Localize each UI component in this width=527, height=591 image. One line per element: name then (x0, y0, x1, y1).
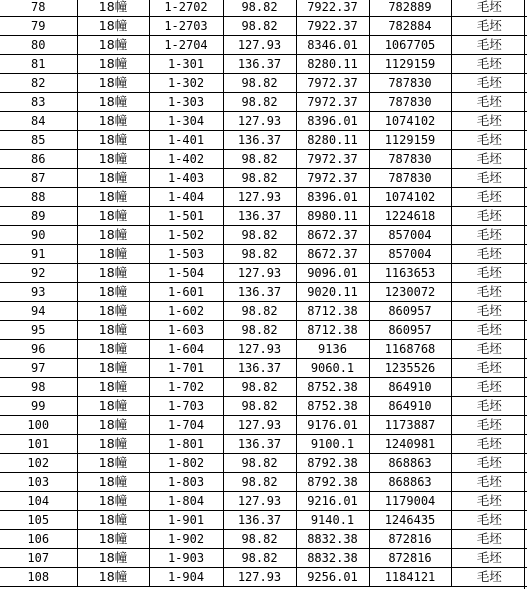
cell-area[interactable]: 127.93 (223, 112, 296, 131)
cell-no[interactable]: 104 (0, 492, 77, 511)
cell-building[interactable]: 18幢 (77, 17, 149, 36)
cell-unit[interactable]: 1-301 (149, 55, 223, 74)
cell-building[interactable]: 18幢 (77, 112, 149, 131)
cell-condition[interactable]: 毛坯 (451, 492, 527, 511)
cell-unit[interactable]: 1-502 (149, 226, 223, 245)
cell-building[interactable]: 18幢 (77, 93, 149, 112)
cell-no[interactable]: 101 (0, 435, 77, 454)
table-row (0, 55, 527, 74)
cell-unit_price[interactable]: 8396.01 (296, 112, 369, 131)
cell-unit_price[interactable]: 9256.01 (296, 568, 369, 587)
table-row (0, 416, 527, 435)
cell-total_price[interactable]: 1074102 (369, 112, 451, 131)
cell-total_price[interactable]: 782889 (369, 0, 451, 17)
table-row (0, 131, 527, 150)
cell-total_price[interactable]: 860957 (369, 302, 451, 321)
cell-unit_price[interactable]: 8672.37 (296, 245, 369, 264)
cell-building[interactable]: 18幢 (77, 207, 149, 226)
cell-area[interactable]: 98.82 (223, 321, 296, 340)
cell-unit_price[interactable]: 8752.38 (296, 397, 369, 416)
cell-area[interactable]: 98.82 (223, 302, 296, 321)
cell-building[interactable]: 18幢 (77, 283, 149, 302)
cell-area[interactable]: 98.82 (223, 74, 296, 93)
cell-no[interactable]: 103 (0, 473, 77, 492)
cell-building[interactable]: 18幢 (77, 55, 149, 74)
cell-condition[interactable]: 毛坯 (451, 264, 527, 283)
cell-no[interactable]: 107 (0, 549, 77, 568)
cell-unit_price[interactable]: 9096.01 (296, 264, 369, 283)
cell-area[interactable]: 136.37 (223, 207, 296, 226)
table-row (0, 530, 527, 549)
sheet-right-border (524, 0, 525, 589)
cell-area[interactable]: 127.93 (223, 492, 296, 511)
cell-total_price[interactable]: 1129159 (369, 131, 451, 150)
table-row (0, 245, 527, 264)
cell-condition[interactable]: 毛坯 (451, 302, 527, 321)
table-row (0, 226, 527, 245)
cell-unit_price[interactable]: 7972.37 (296, 74, 369, 93)
cell-building[interactable]: 18幢 (77, 0, 149, 17)
cell-unit[interactable]: 1-403 (149, 169, 223, 188)
cell-condition[interactable]: 毛坯 (451, 55, 527, 74)
cell-total_price[interactable]: 857004 (369, 226, 451, 245)
cell-condition[interactable]: 毛坯 (451, 530, 527, 549)
cell-area[interactable]: 127.93 (223, 340, 296, 359)
table-row (0, 397, 527, 416)
cell-building[interactable]: 18幢 (77, 264, 149, 283)
cell-unit[interactable]: 1-602 (149, 302, 223, 321)
table-row (0, 340, 527, 359)
cell-unit_price[interactable]: 7972.37 (296, 93, 369, 112)
cell-condition[interactable]: 毛坯 (451, 207, 527, 226)
table-row (0, 74, 527, 93)
cell-unit[interactable]: 1-801 (149, 435, 223, 454)
cell-total_price[interactable]: 1074102 (369, 188, 451, 207)
table-row (0, 321, 527, 340)
table-row (0, 511, 527, 530)
cell-area[interactable]: 98.82 (223, 378, 296, 397)
cell-total_price[interactable]: 1163653 (369, 264, 451, 283)
cell-total_price[interactable]: 1129159 (369, 55, 451, 74)
cell-building[interactable]: 18幢 (77, 492, 149, 511)
cell-area[interactable]: 127.93 (223, 568, 296, 587)
cell-total_price[interactable]: 1240981 (369, 435, 451, 454)
table-row (0, 93, 527, 112)
cell-unit[interactable]: 1-901 (149, 511, 223, 530)
cell-total_price[interactable]: 1230072 (369, 283, 451, 302)
cell-total_price[interactable]: 1246435 (369, 511, 451, 530)
cell-no[interactable]: 79 (0, 17, 77, 36)
cell-condition[interactable]: 毛坯 (451, 188, 527, 207)
cell-unit[interactable]: 1-303 (149, 93, 223, 112)
table-row (0, 359, 527, 378)
cell-building[interactable]: 18幢 (77, 340, 149, 359)
cell-total_price[interactable]: 787830 (369, 169, 451, 188)
cell-no[interactable]: 96 (0, 340, 77, 359)
cell-unit_price[interactable]: 8712.38 (296, 321, 369, 340)
cell-condition[interactable]: 毛坯 (451, 359, 527, 378)
cell-no[interactable]: 83 (0, 93, 77, 112)
cell-unit_price[interactable]: 8396.01 (296, 188, 369, 207)
cell-building[interactable]: 18幢 (77, 435, 149, 454)
cell-building[interactable]: 18幢 (77, 302, 149, 321)
cell-total_price[interactable]: 864910 (369, 378, 451, 397)
cell-unit[interactable]: 1-802 (149, 454, 223, 473)
cell-building[interactable]: 18幢 (77, 454, 149, 473)
cell-no[interactable]: 93 (0, 283, 77, 302)
cell-total_price[interactable]: 1179004 (369, 492, 451, 511)
cell-area[interactable]: 98.82 (223, 169, 296, 188)
table-row (0, 435, 527, 454)
cell-unit[interactable]: 1-2702 (149, 0, 223, 17)
cell-unit_price[interactable]: 9176.01 (296, 416, 369, 435)
cell-condition[interactable]: 毛坯 (451, 321, 527, 340)
cell-unit_price[interactable]: 9100.1 (296, 435, 369, 454)
cell-unit[interactable]: 1-2704 (149, 36, 223, 55)
cell-no[interactable]: 81 (0, 55, 77, 74)
cell-total_price[interactable]: 872816 (369, 530, 451, 549)
cell-building[interactable]: 18幢 (77, 359, 149, 378)
table-row (0, 17, 527, 36)
cell-unit_price[interactable]: 7922.37 (296, 0, 369, 17)
table-row (0, 188, 527, 207)
table-row (0, 454, 527, 473)
cell-no[interactable]: 84 (0, 112, 77, 131)
cell-area[interactable]: 98.82 (223, 245, 296, 264)
cell-building[interactable]: 18幢 (77, 150, 149, 169)
cell-no[interactable]: 92 (0, 264, 77, 283)
cell-area[interactable]: 98.82 (223, 17, 296, 36)
cell-condition[interactable]: 毛坯 (451, 245, 527, 264)
cell-no[interactable]: 95 (0, 321, 77, 340)
cell-no[interactable]: 89 (0, 207, 77, 226)
cell-total_price[interactable]: 868863 (369, 473, 451, 492)
cell-area[interactable]: 98.82 (223, 454, 296, 473)
table-row (0, 473, 527, 492)
cell-building[interactable]: 18幢 (77, 473, 149, 492)
cell-total_price[interactable]: 1173887 (369, 416, 451, 435)
cell-total_price[interactable]: 1184121 (369, 568, 451, 587)
cell-area[interactable]: 127.93 (223, 416, 296, 435)
cell-no[interactable]: 100 (0, 416, 77, 435)
cell-building[interactable]: 18幢 (77, 74, 149, 93)
cell-building[interactable]: 18幢 (77, 416, 149, 435)
cell-total_price[interactable]: 1235526 (369, 359, 451, 378)
cell-condition[interactable]: 毛坯 (451, 74, 527, 93)
cell-condition[interactable]: 毛坯 (451, 397, 527, 416)
cell-unit[interactable]: 1-904 (149, 568, 223, 587)
cell-area[interactable]: 127.93 (223, 36, 296, 55)
cell-total_price[interactable]: 1224618 (369, 207, 451, 226)
cell-total_price[interactable]: 864910 (369, 397, 451, 416)
cell-unit_price[interactable]: 9020.11 (296, 283, 369, 302)
cell-unit[interactable]: 1-601 (149, 283, 223, 302)
cell-unit_price[interactable]: 8792.38 (296, 454, 369, 473)
cell-total_price[interactable]: 787830 (369, 150, 451, 169)
cell-condition[interactable]: 毛坯 (451, 93, 527, 112)
cell-no[interactable]: 98 (0, 378, 77, 397)
cell-unit[interactable]: 1-304 (149, 112, 223, 131)
cell-unit[interactable]: 1-804 (149, 492, 223, 511)
cell-no[interactable]: 99 (0, 397, 77, 416)
cell-no[interactable]: 88 (0, 188, 77, 207)
cell-unit_price[interactable]: 7922.37 (296, 17, 369, 36)
cell-unit[interactable]: 1-504 (149, 264, 223, 283)
cell-unit_price[interactable]: 8346.01 (296, 36, 369, 55)
table-row (0, 112, 527, 131)
cell-condition[interactable]: 毛坯 (451, 511, 527, 530)
cell-unit_price[interactable]: 8792.38 (296, 473, 369, 492)
cell-area[interactable]: 98.82 (223, 0, 296, 17)
cell-condition[interactable]: 毛坯 (451, 340, 527, 359)
cell-unit[interactable]: 1-503 (149, 245, 223, 264)
cell-unit_price[interactable]: 8672.37 (296, 226, 369, 245)
cell-total_price[interactable]: 782884 (369, 17, 451, 36)
cell-unit[interactable]: 1-501 (149, 207, 223, 226)
cell-building[interactable]: 18幢 (77, 188, 149, 207)
cell-total_price[interactable]: 872816 (369, 549, 451, 568)
cell-unit[interactable]: 1-701 (149, 359, 223, 378)
table-row (0, 302, 527, 321)
cell-building[interactable]: 18幢 (77, 131, 149, 150)
cell-condition[interactable]: 毛坯 (451, 36, 527, 55)
cell-no[interactable]: 94 (0, 302, 77, 321)
cell-building[interactable]: 18幢 (77, 378, 149, 397)
cell-no[interactable]: 105 (0, 511, 77, 530)
table-row (0, 283, 527, 302)
cell-total_price[interactable]: 857004 (369, 245, 451, 264)
cell-unit_price[interactable]: 8280.11 (296, 55, 369, 74)
cell-total_price[interactable]: 868863 (369, 454, 451, 473)
cell-total_price[interactable]: 787830 (369, 74, 451, 93)
cell-building[interactable]: 18幢 (77, 36, 149, 55)
cell-area[interactable]: 98.82 (223, 397, 296, 416)
table-row (0, 492, 527, 511)
cell-unit_price[interactable]: 8832.38 (296, 549, 369, 568)
cell-condition[interactable]: 毛坯 (451, 549, 527, 568)
cell-total_price[interactable]: 860957 (369, 321, 451, 340)
cell-unit[interactable]: 1-604 (149, 340, 223, 359)
cell-total_price[interactable]: 787830 (369, 93, 451, 112)
cell-condition[interactable]: 毛坯 (451, 473, 527, 492)
cell-unit[interactable]: 1-702 (149, 378, 223, 397)
cell-building[interactable]: 18幢 (77, 549, 149, 568)
cell-no[interactable]: 106 (0, 530, 77, 549)
cell-condition[interactable]: 毛坯 (451, 283, 527, 302)
cell-no[interactable]: 85 (0, 131, 77, 150)
cell-area[interactable]: 136.37 (223, 359, 296, 378)
cell-condition[interactable]: 毛坯 (451, 17, 527, 36)
cell-unit[interactable]: 1-803 (149, 473, 223, 492)
cell-condition[interactable]: 毛坯 (451, 435, 527, 454)
cell-no[interactable]: 78 (0, 0, 77, 17)
table-row (0, 36, 527, 55)
cell-unit[interactable]: 1-2703 (149, 17, 223, 36)
table-row (0, 549, 527, 568)
cell-unit[interactable]: 1-603 (149, 321, 223, 340)
cell-area[interactable]: 98.82 (223, 473, 296, 492)
cell-unit_price[interactable]: 8752.38 (296, 378, 369, 397)
cell-building[interactable]: 18幢 (77, 530, 149, 549)
cell-area[interactable]: 98.82 (223, 93, 296, 112)
cell-unit_price[interactable]: 9060.1 (296, 359, 369, 378)
cell-condition[interactable]: 毛坯 (451, 568, 527, 587)
cell-no[interactable]: 80 (0, 36, 77, 55)
cell-unit[interactable]: 1-704 (149, 416, 223, 435)
cell-unit_price[interactable]: 8280.11 (296, 131, 369, 150)
cell-condition[interactable]: 毛坯 (451, 150, 527, 169)
cell-no[interactable]: 82 (0, 74, 77, 93)
cell-area[interactable]: 136.37 (223, 511, 296, 530)
table-row (0, 568, 527, 587)
cell-no[interactable]: 86 (0, 150, 77, 169)
table-row (0, 264, 527, 283)
cell-area[interactable]: 98.82 (223, 150, 296, 169)
cell-building[interactable]: 18幢 (77, 397, 149, 416)
cell-unit_price[interactable]: 8980.11 (296, 207, 369, 226)
cell-no[interactable]: 91 (0, 245, 77, 264)
cell-condition[interactable]: 毛坯 (451, 112, 527, 131)
cell-area[interactable]: 98.82 (223, 226, 296, 245)
cell-unit_price[interactable]: 9140.1 (296, 511, 369, 530)
cell-condition[interactable]: 毛坯 (451, 378, 527, 397)
cell-condition[interactable]: 毛坯 (451, 454, 527, 473)
cell-area[interactable]: 98.82 (223, 530, 296, 549)
cell-total_price[interactable]: 1067705 (369, 36, 451, 55)
cell-unit[interactable]: 1-903 (149, 549, 223, 568)
cell-building[interactable]: 18幢 (77, 226, 149, 245)
cell-condition[interactable]: 毛坯 (451, 226, 527, 245)
cell-unit[interactable]: 1-404 (149, 188, 223, 207)
table-row (0, 0, 527, 17)
table-row (0, 207, 527, 226)
cell-no[interactable]: 102 (0, 454, 77, 473)
cell-total_price[interactable]: 1168768 (369, 340, 451, 359)
cell-unit_price[interactable]: 8712.38 (296, 302, 369, 321)
cell-unit_price[interactable]: 9136 (296, 340, 369, 359)
table-row (0, 378, 527, 397)
cell-condition[interactable]: 毛坯 (451, 416, 527, 435)
cell-area[interactable]: 136.37 (223, 131, 296, 150)
cell-unit[interactable]: 1-402 (149, 150, 223, 169)
cell-area[interactable]: 98.82 (223, 549, 296, 568)
cell-no[interactable]: 90 (0, 226, 77, 245)
cell-unit[interactable]: 1-703 (149, 397, 223, 416)
cell-condition[interactable]: 毛坯 (451, 0, 527, 17)
cell-unit[interactable]: 1-401 (149, 131, 223, 150)
cell-condition[interactable]: 毛坯 (451, 131, 527, 150)
cell-building[interactable]: 18幢 (77, 321, 149, 340)
cell-no[interactable]: 87 (0, 169, 77, 188)
cell-building[interactable]: 18幢 (77, 245, 149, 264)
cell-building[interactable]: 18幢 (77, 169, 149, 188)
cell-area[interactable]: 127.93 (223, 264, 296, 283)
cell-unit_price[interactable]: 7972.37 (296, 169, 369, 188)
cell-area[interactable]: 136.37 (223, 435, 296, 454)
cell-area[interactable]: 136.37 (223, 283, 296, 302)
cell-no[interactable]: 108 (0, 568, 77, 587)
cell-unit_price[interactable]: 8832.38 (296, 530, 369, 549)
cell-building[interactable]: 18幢 (77, 511, 149, 530)
cell-condition[interactable]: 毛坯 (451, 169, 527, 188)
cell-unit[interactable]: 1-902 (149, 530, 223, 549)
table-row (0, 150, 527, 169)
cell-area[interactable]: 127.93 (223, 188, 296, 207)
cell-unit_price[interactable]: 9216.01 (296, 492, 369, 511)
table-row (0, 169, 527, 188)
cell-no[interactable]: 97 (0, 359, 77, 378)
cell-unit_price[interactable]: 7972.37 (296, 150, 369, 169)
cell-unit[interactable]: 1-302 (149, 74, 223, 93)
cell-area[interactable]: 136.37 (223, 55, 296, 74)
cell-building[interactable]: 18幢 (77, 568, 149, 587)
